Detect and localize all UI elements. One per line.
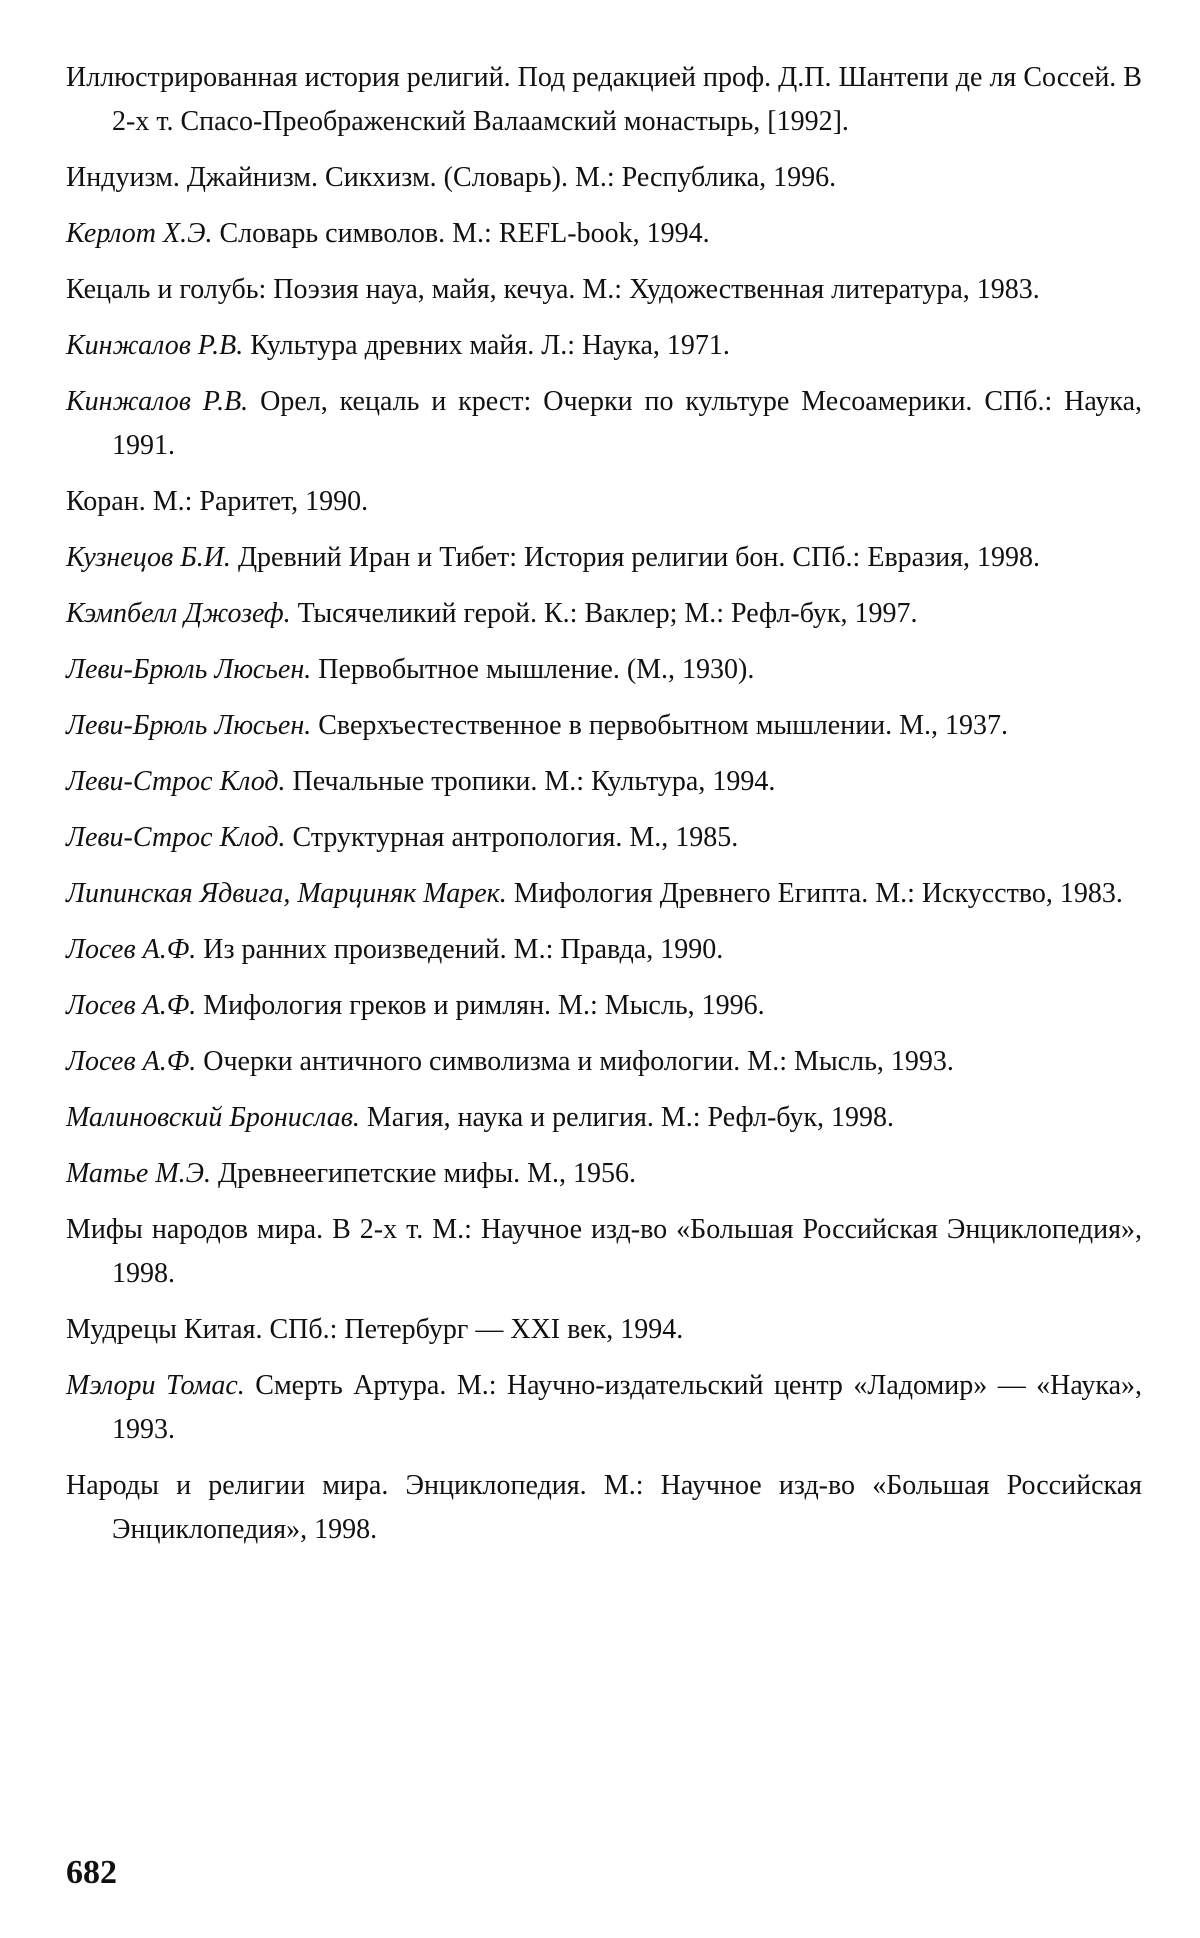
bibliography-entry [66,56,1142,144]
entry-author: Мэлори Томас. [66,1370,245,1401]
bibliography-entry [66,536,1142,580]
entry-author: Леви-Брюль Люсьен. [66,710,312,741]
entry-text: Коран. М.: Раритет, 1990. [66,486,369,517]
entry-text: Сверхъестественное в первобытном мышлении. М., 1937. [311,710,1009,741]
entry-author: Леви-Брюль Люсьен. [66,654,312,685]
entry-author: Матье М.Э. [66,1158,211,1189]
bibliography-entry [66,380,1142,468]
bibliography-entry [66,1308,1142,1352]
entry-text: Печальные тропики. М.: Культура, 1994. [285,766,776,797]
bibliography-entry [66,268,1142,312]
bibliography-entry [66,480,1142,524]
entry-text: Орел, кецаль и крест: Очерки по культуре Месоамерики. СПб.: Наука, 1991. [112,386,1142,461]
entry-author: Малиновский Бронислав. [66,1102,360,1133]
entry-text: Из ранних произведений. М.: Правда, 1990. [196,934,724,965]
entry-text: Магия, наука и религия. М.: Рефл-бук, 1998. [359,1102,895,1133]
page-number: 682 [66,1854,117,1891]
entry-text: Индуизм. Джайнизм. Сикхизм. (Словарь). М.: Республика, 1996. [66,162,837,193]
entry-text: Культура древних майя. Л.: Наука, 1971. [243,330,730,361]
entry-text: Мифология греков и римлян. М.: Мысль, 1996. [196,990,765,1021]
entry-text: Мифы народов мира. В 2-х т. М.: Научное изд-во «Большая Российская Энциклопедия», 1998. [66,1214,1142,1289]
bibliography-entry [66,984,1142,1028]
entry-text: Древнеегипетские мифы. М., 1956. [210,1158,637,1189]
entry-text: Иллюстрированная история религий. Под редакцией проф. Д.П. Шантепи де ля Соссей. В 2-х т. Спасо-Преображенский Валаамский монастырь, [1992]. [66,62,1142,137]
entry-author: Лосев А.Ф. [66,1046,197,1077]
bibliography-entry [66,872,1142,916]
bibliography-entry [66,1152,1142,1196]
entry-author: Липинская Ядвига, Марциняк Марек. [66,878,507,909]
entry-text: Тысячеликий герой. К.: Ваклер; М.: Рефл-бук, 1997. [290,598,918,629]
entry-text: Кецаль и голубь: Поэзия науа, майя, кечуа. М.: Художественная литература, 1983. [66,274,1040,305]
bibliography-entry [66,928,1142,972]
entry-author: Кинжалов Р.В. [66,386,249,417]
entry-author: Леви-Строс Клод. [66,822,286,853]
entry-text: Словарь символов. М.: REFL-book, 1994. [212,218,710,249]
entry-text: Структурная антропология. М., 1985. [285,822,739,853]
entry-text: Очерки античного символизма и мифологии. М.: Мысль, 1993. [196,1046,954,1077]
entry-text: Мудрецы Китая. СПб.: Петербург — XXI век, 1994. [66,1314,684,1345]
bibliography-entry [66,1096,1142,1140]
bibliography-entry [66,156,1142,200]
bibliography-entry [66,760,1142,804]
entry-author: Лосев А.Ф. [66,990,197,1021]
entry-author: Кузнецов Б.И. [66,542,231,573]
bibliography-entry [66,324,1142,368]
entry-author: Керлот Х.Э. [66,218,213,249]
entry-text: Первобытное мышление. (М., 1930). [311,654,755,685]
entry-author: Лосев А.Ф. [66,934,197,965]
entry-text: Народы и религии мира. Энциклопедия. М.: Научное изд-во «Большая Российская Энциклопедия», 1998. [66,1470,1142,1545]
bibliography-entry [66,212,1142,256]
bibliography-entry [66,592,1142,636]
bibliography-entry [66,1040,1142,1084]
bibliography-entry [66,1464,1142,1552]
entry-text: Смерть Артура. М.: Научно-издательский центр «Ладомир» — «Наука», 1993. [112,1370,1142,1445]
entry-author: Кэмпбелл Джозеф. [66,598,291,629]
bibliography-entry [66,1364,1142,1452]
bibliography-entry [66,704,1142,748]
bibliography-entry [66,648,1142,692]
entry-text: Древний Иран и Тибет: История религии бон. СПб.: Евразия, 1998. [230,542,1041,573]
bibliography-entry [66,816,1142,860]
entry-text: Мифология Древнего Египта. М.: Искусство, 1983. [506,878,1123,909]
bibliography-entry [66,1208,1142,1296]
bibliography-list [66,56,1142,1564]
entry-author: Леви-Строс Клод. [66,766,286,797]
entry-author: Кинжалов Р.В. [66,330,244,361]
